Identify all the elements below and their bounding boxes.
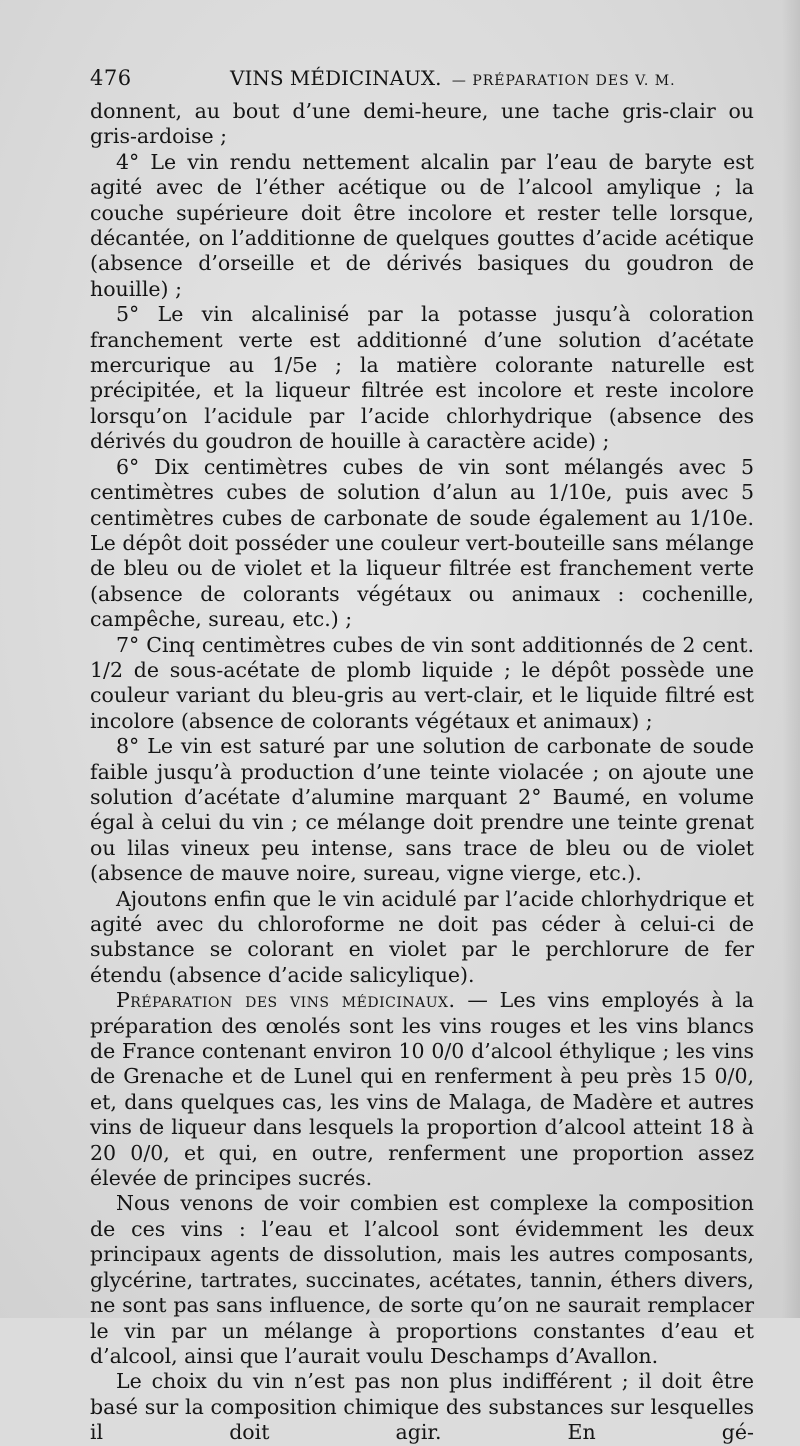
- paragraph-salicylic: Ajoutons enfin que le vin acidulé par l’acide chlorhydrique et agité avec du chloroforme ne doit pas céder à celui-ci de substance se colorant en violet par le perchlorure de fer étendu (absence d’acide salicylique).: [90, 886, 754, 987]
- section-heading: Préparation des vins médicinaux.: [116, 988, 456, 1013]
- paragraph-choice: Le choix du vin n’est pas non plus indifférent ; il doit être basé sur la composition chimique des substances sur lesquelles il doit agir. En gé-: [90, 1369, 754, 1445]
- page-header: [90, 66, 756, 100]
- running-title: [230, 66, 676, 90]
- running-title-sub: — PRÉPARATION DES V. M.: [451, 73, 676, 89]
- page-number: 476: [90, 66, 132, 90]
- paragraph-composition: Nous venons de voir combien est complexe la composition de ces vins : l’eau et l’alcool sont évidemment les deux principaux agents de dissolution, mais les autres composants, glycérine, tartrates, succinates, acétates, tannin, éthers divers, ne sont pas sans influence, de sorte qu’on ne saurait remplacer le vin par un mélange à proportions constantes d’eau et d’alcool, ainsi que l’aurait voulu Deschamps d’Avallon.: [90, 1191, 754, 1368]
- paragraph-preparation: [90, 988, 754, 1191]
- paragraph-item-8: 8° Le vin est saturé par une solution de carbonate de soude faible jusqu’à production d’une teinte violacée ; on ajoute une solution d’acétate d’alumine marquant 2° Baumé, en volume égal à celui du vin ; ce mélange doit prendre une teinte grenat ou lilas vineux peu intense, sans trace de bleu ou de violet (absence de mauve noire, sureau, vigne vierge, etc.).: [90, 734, 754, 886]
- paragraph-continuation: donnent, au bout d’une demi-heure, une tache gris-clair ou gris-ardoise ;: [90, 99, 754, 149]
- page-edge-shadow: [782, 0, 800, 1318]
- running-title-main: VINS MÉDICINAUX.: [230, 66, 442, 90]
- paragraph-preparation-text: — Les vins employés à la préparation des œnolés sont les vins rouges et les vins blancs de France contenant environ 10 0/0 d’alcool éthylique ; les vins de Grenache et de Lunel qui en renferment à peu près 15 0/0, et, dans quelques cas, les vins de Malaga, de Madère et autres vins de liqueur dans lesquels la proportion d’alcool atteint 18 à 20 0/0, et qui, en outre, renferment une proportion assez élevée de principes sucrés.: [90, 988, 754, 1191]
- body-text: [90, 99, 754, 1446]
- paragraph-item-6: 6° Dix centimètres cubes de vin sont mélangés avec 5 centimètres cubes de solution d’alun au 1/10e, puis avec 5 centimètres cubes de carbonate de soude également au 1/10e. Le dépôt doit posséder une couleur vert-bouteille sans mélange de bleu ou de violet et la liqueur filtrée est franchement verte (absence de colorants végétaux ou animaux : cochenille, campêche, sureau, etc.) ;: [90, 454, 754, 632]
- paragraph-item-5: 5° Le vin alcalinisé par la potasse jusqu’à coloration franchement verte est additionné d’une solution d’acétate mercurique au 1/5e ; la matière colorante naturelle est précipitée, et la liqueur filtrée est incolore et reste incolore lorsqu’on l’acidule par l’acide chlorhydrique (absence des dérivés du goudron de houille à caractère acide) ;: [90, 302, 754, 454]
- paragraph-item-7: 7° Cinq centimètres cubes de vin sont additionnés de 2 cent. 1/2 de sous-acétate de plomb liquide ; le dépôt possède une couleur variant du bleu-gris au vert-clair, et le liquide filtré est incolore (absence de colorants végétaux et animaux) ;: [90, 632, 754, 733]
- paragraph-item-4: 4° Le vin rendu nettement alcalin par l’eau de baryte est agité avec de l’éther acétique ou de l’alcool amylique ; la couche supérieure doit être incolore et rester telle lorsque, décantée, on l’additionne de quelques gouttes d’acide acétique (absence d’orseille et de dérivés basiques du goudron de houille) ;: [90, 149, 754, 301]
